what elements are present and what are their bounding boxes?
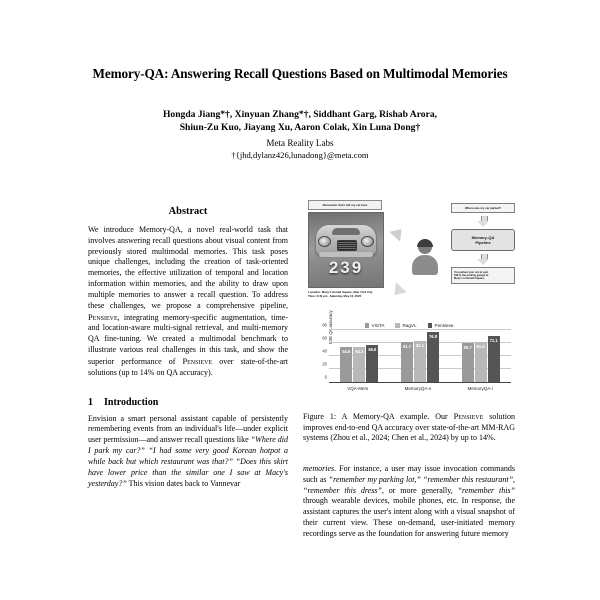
headlight-left-icon bbox=[318, 236, 331, 247]
chart-group bbox=[401, 330, 439, 382]
chart-x-axis-labels bbox=[329, 383, 511, 391]
car-icon bbox=[316, 225, 376, 255]
car-photo bbox=[308, 212, 384, 288]
section-number: 1 bbox=[88, 396, 93, 408]
metadata-time: Time: 3:40 pm , Saturday, May 10, 2025 bbox=[308, 293, 362, 298]
intro-quote-2: “I had some very good Korean hotpot a while back but which restaurant was that?” bbox=[88, 446, 289, 466]
chart-bar-value: 76.8 bbox=[429, 334, 437, 340]
chart-bar bbox=[340, 347, 352, 382]
avatar-hair bbox=[417, 239, 433, 247]
chart-group bbox=[462, 330, 500, 382]
legend-swatch-icon bbox=[395, 323, 400, 328]
memory-metadata bbox=[308, 288, 382, 298]
chart-bar-value: 56.8 bbox=[368, 347, 377, 353]
chart-y-tick: 0 bbox=[324, 374, 327, 380]
intro-quote-1: “Where did I park my car?” bbox=[88, 435, 288, 456]
chart-x-tick: MemoryQA-s bbox=[404, 385, 432, 391]
figure-diagram bbox=[303, 200, 515, 322]
answer-line-3: Macy's in Herald Square. bbox=[454, 277, 485, 281]
rc-text-c: , or more generally, bbox=[381, 485, 458, 495]
answer-box bbox=[451, 267, 515, 284]
author-line-2: Shiun-Zu Kuo, Jiayang Xu, Aaron Colak, Xin Luna Dong† bbox=[179, 122, 421, 134]
flow-arrow-2-icon bbox=[477, 254, 489, 264]
bumper-shape bbox=[319, 252, 373, 257]
chart-bar bbox=[488, 336, 500, 382]
affiliation: Meta Reality Labs bbox=[266, 138, 334, 149]
chart-bar-value: 59.7 bbox=[463, 345, 472, 351]
rc-text-b: . For instance, a user may issue invocation commands such as bbox=[303, 463, 515, 484]
abstract-heading: Abstract bbox=[168, 206, 208, 217]
chart-group bbox=[340, 330, 378, 382]
section-heading-introduction bbox=[88, 379, 288, 414]
legend-item-vista bbox=[365, 323, 385, 328]
intro-text-a: Envision a smart personal assistant capable of persistently remembering events from an individual's life—under explicit user permission—and answer recall questions like bbox=[88, 413, 288, 445]
legend-swatch-icon bbox=[428, 323, 433, 328]
chart-bar-value: 54.6 bbox=[342, 348, 351, 354]
left-column bbox=[88, 200, 288, 489]
pipeline-flow bbox=[451, 203, 515, 284]
legend-item-ragvl bbox=[395, 323, 416, 328]
chart-y-tick: 20 bbox=[322, 361, 327, 367]
accuracy-bar-chart bbox=[303, 310, 515, 395]
chart-y-axis-label: E2E QA accuracy bbox=[328, 310, 333, 344]
legend-label: VISTA bbox=[371, 323, 385, 328]
author-line-1: Hongda Jiang*†, Xinyuan Zhang*†, Siddhant Garg, Rishab Arora, bbox=[162, 108, 438, 120]
figure-caption bbox=[303, 403, 515, 444]
page-title: Memory-QA: Answering Recall Questions Based on Multimodal Memories bbox=[92, 66, 508, 81]
legend-swatch-icon bbox=[365, 323, 370, 328]
chart-y-tick: 60 bbox=[322, 335, 327, 341]
chart-y-tick: 80 bbox=[322, 322, 327, 328]
rc-quote-1: “remember my parking lot,” bbox=[328, 474, 421, 484]
figure-1 bbox=[303, 200, 515, 444]
chart-bar-groups bbox=[329, 330, 511, 382]
introduction-paragraph bbox=[88, 414, 288, 490]
parking-spot-number: 239 bbox=[328, 258, 364, 278]
pipeline-label-line-2: Pipeline bbox=[475, 240, 491, 246]
caption-text-b: solution improves end-to-end QA accuracy over state-of-the-art MM-RAG systems (Zhou et al., 2024; Chen et al., 2024) by up to 14%. bbox=[303, 412, 516, 443]
windshield-shape bbox=[332, 228, 360, 235]
user-avatar bbox=[410, 240, 440, 280]
headlight-right-icon bbox=[361, 236, 374, 247]
abstract-text-a: We introduce Memory-QA, a novel real-world task that involves answering recall questions about visual content from previously stored multimodal memories. This task poses unique challenges, including the creation of task-oriented memories, the effective utilization of temporal and location information within memories, and the ability to draw upon multiple memories to answer a recall question. To address these challenges, we propose a comprehensive pipeline, bbox=[88, 225, 288, 310]
flow-arrow-1-icon bbox=[477, 216, 489, 226]
abstract-text-c: over state-of-the-art solutions (up to 14% on QA accuracy). bbox=[88, 356, 289, 377]
chart-bar-value: 71.1 bbox=[489, 337, 498, 343]
intro-text-b: This vision dates back to Vannevar bbox=[126, 478, 241, 488]
chart-bar-value: 54.3 bbox=[355, 348, 364, 354]
chart-bar bbox=[427, 332, 439, 382]
chart-bar-value: 63.1 bbox=[416, 343, 424, 348]
chart-bar bbox=[353, 347, 365, 382]
intro-quote-3: “Does this skirt have lower price than the similar one I saw at Macy's yesterday?” bbox=[88, 456, 288, 488]
rc-quote-2: “remember this restaurant” bbox=[423, 474, 514, 484]
avatar-torso bbox=[412, 255, 438, 275]
pensieve-name-2: Pensieve bbox=[182, 356, 213, 366]
chart-bar bbox=[462, 343, 474, 382]
contact-email: †{jhd,dylanz426,lunadong}@meta.com bbox=[231, 150, 369, 161]
right-column bbox=[303, 200, 515, 540]
rc-text-d: through wearable devices, mobile phones, etc. In response, the assistant captures the user's intent along with a visual snapshot of their current view. These on-demand, user-initiated memory recordings serve as the foundation for answering future memory bbox=[303, 496, 515, 538]
chart-bar-value: 61.7 bbox=[403, 343, 411, 349]
rc-quote-3: “remember this dress” bbox=[303, 485, 382, 495]
pipeline-box bbox=[451, 229, 515, 251]
memory-capture-panel bbox=[308, 200, 382, 299]
abstract-text-b: , integrating memory-specific augmentation, time- and location-aware multi-signal retrieval, and multi-memory QA fine-tuning. We created a multimodal benchmark to illustrate various real challenges in this task, and show the superior performance of bbox=[88, 312, 288, 366]
metadata-location: Location: Macy's Herald Square, New York City bbox=[308, 289, 373, 294]
rc-quote-4: “remember this” bbox=[457, 485, 516, 495]
chart-bar bbox=[366, 345, 378, 382]
chart-y-tick: 40 bbox=[322, 348, 327, 354]
author-list bbox=[0, 82, 600, 135]
legend-item-pensieve bbox=[428, 323, 454, 328]
abstract-paragraph bbox=[88, 225, 288, 379]
grille-shape bbox=[337, 240, 357, 251]
chart-x-tick: MemoryQA-i bbox=[467, 385, 493, 391]
arrow-down-icon bbox=[389, 283, 406, 300]
answer-line-1: You parked your car at spot bbox=[454, 270, 489, 274]
chart-bar-value: 61.6 bbox=[476, 343, 485, 349]
two-column-body bbox=[0, 200, 600, 600]
arrow-up-icon bbox=[389, 225, 406, 242]
section-title: Introduction bbox=[104, 396, 159, 408]
answer-line-2: 239 in the parking garage at bbox=[454, 274, 489, 278]
legend-label: RagVL bbox=[402, 323, 417, 328]
caption-text-a: Figure 1: A Memory-QA example. Our bbox=[303, 412, 454, 421]
chart-bar bbox=[414, 341, 426, 382]
caption-pensieve-name: Pensieve bbox=[453, 412, 484, 421]
speech-bubble: Remember that I left my car here bbox=[308, 200, 382, 210]
pipeline-label-line-1: Memory-QA bbox=[471, 235, 495, 241]
pensieve-name: Pensieve bbox=[88, 312, 118, 322]
chart-bar bbox=[401, 342, 413, 382]
chart-x-tick: VQA-Mem bbox=[347, 385, 369, 391]
chart-bar bbox=[475, 342, 487, 382]
rc-italic-memories: memories bbox=[303, 463, 335, 473]
question-box: Where was my car parked? bbox=[451, 203, 515, 213]
legend-label: Pensieve bbox=[434, 323, 454, 328]
right-column-paragraph: memories. For instance, a user may issue invocation commands such as “remember my parking lot,” “remember this restaurant”, “remember this dress”, or more generally, “remember this” through wearable devices, mobile phones, etc. In response, the assistant captures the user's intent along with a visual snapshot of their current view. These on-demand, user-initiated memory recordings serve as the foundation for answering future memory bbox=[303, 463, 516, 538]
